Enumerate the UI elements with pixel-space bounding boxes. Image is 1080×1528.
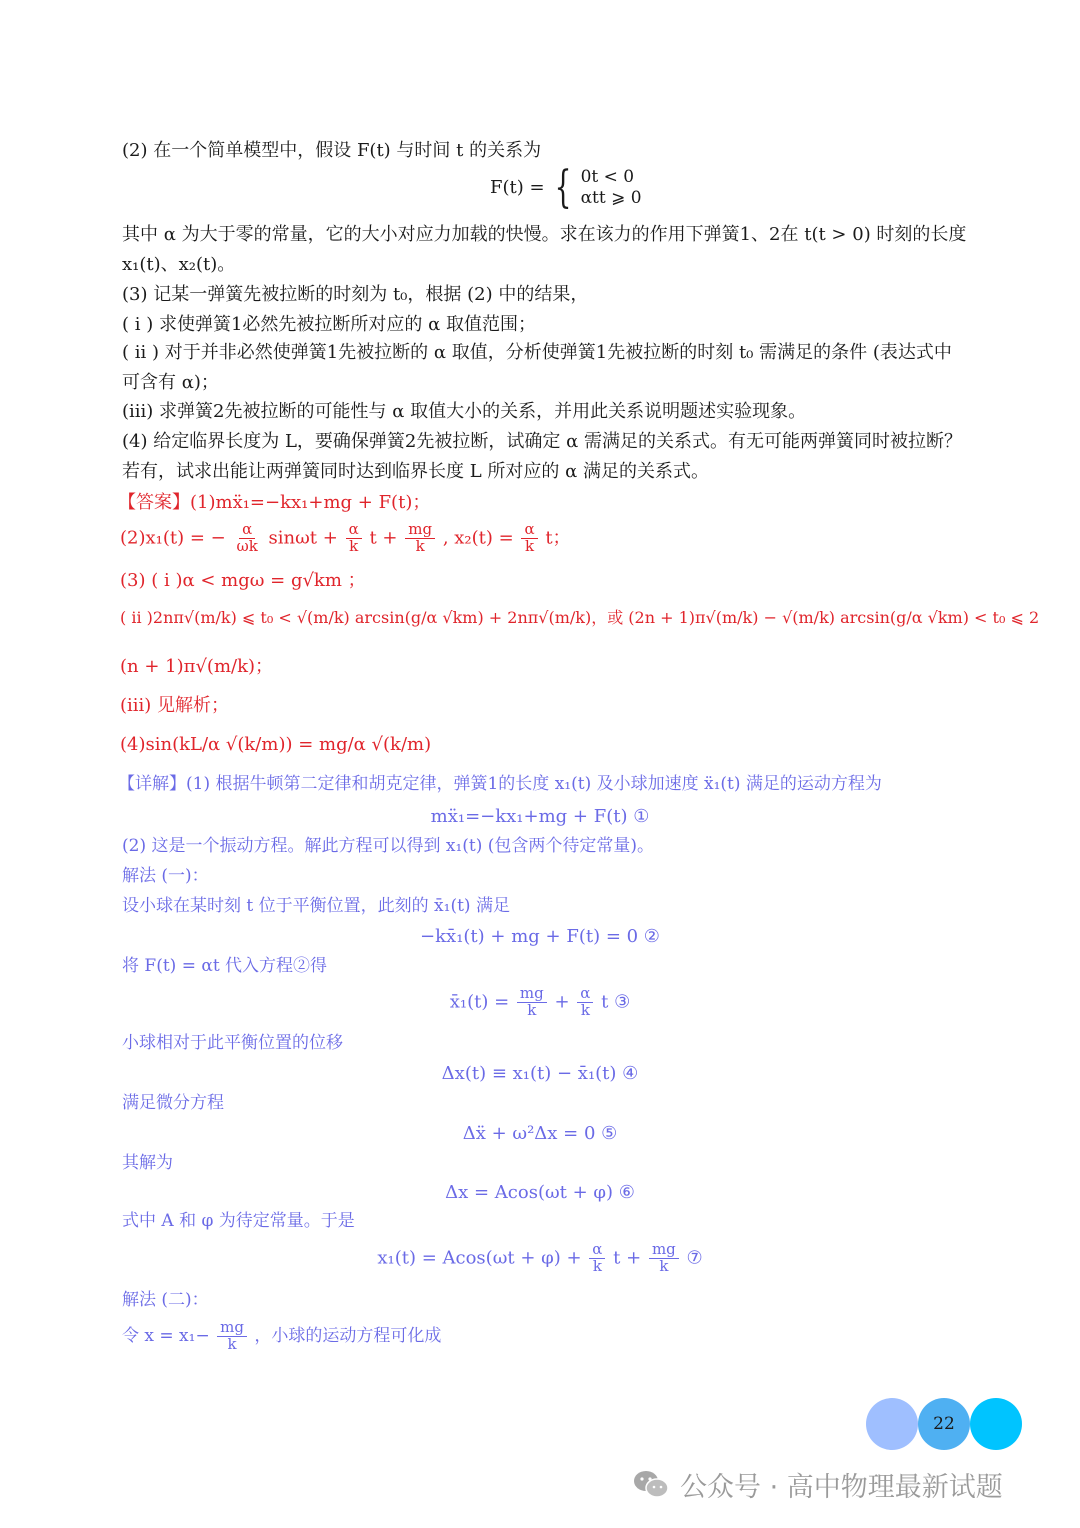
equation-6: Δx = Acos(ωt + φ) ⑥ (445, 1182, 635, 1203)
case-1: 0t < 0 (580, 166, 635, 187)
method-2-heading: 解法 (二)： (122, 1290, 209, 1310)
s9-pre: 令 x = x₁− (122, 1325, 210, 1346)
denominator: k (349, 536, 359, 555)
solution-s3: 设小球在某时刻 t 位于平衡位置，此刻的 x̄₁(t) 满足 (122, 896, 510, 916)
denominator: k (524, 536, 535, 555)
badge-circle-right (970, 1398, 1022, 1450)
answer-2-mid2: t + (369, 527, 398, 549)
wechat-icon (632, 1468, 670, 1500)
solution-s9 (122, 1320, 441, 1353)
solution-s1: (1) 根据牛顿第二定律和胡克定律，弹簧1的长度 x₁(t) 及小球加速度 ẍ₁(t) 满足的运动方程为 (186, 774, 882, 794)
fraction (233, 522, 260, 555)
solution-s4: 将 F(t) = αt 代入方程②得 (122, 956, 328, 976)
badge-circle-left (866, 1398, 918, 1450)
answer-4: (4)sin(kL/α √(k/m)) = mg/α √(k/m) (120, 734, 432, 755)
watermark-text: 公众号 · 高中物理最新试题 (680, 1471, 1003, 1503)
equation-2: −kx̄₁(t) + mg + F(t) = 0 ② (420, 926, 660, 947)
p2-intro: (2) 在一个简单模型中，假设 F(t) 与时间 t 的关系为 (122, 140, 542, 161)
denominator: ωk (236, 536, 258, 555)
fraction (577, 986, 593, 1019)
solution-s7: 其解为 (122, 1153, 173, 1173)
numerator: α (521, 522, 537, 539)
denominator: k (659, 1256, 669, 1275)
answer-3-iii: (iii) 见解析； (120, 695, 230, 716)
numerator: α (577, 986, 593, 1003)
numerator: α (589, 1242, 605, 1259)
numerator: mg (217, 1320, 247, 1337)
fraction (405, 522, 435, 555)
eq3-lhs: x̄₁(t) = (449, 991, 510, 1013)
eq7-mid: t + (613, 1247, 642, 1269)
denominator: k (592, 1256, 602, 1275)
equation-4: Δx(t) ≡ x₁(t) − x̄₁(t) ④ (441, 1063, 639, 1084)
p3-i: ( i ) 求使弹簧1必然先被拉断所对应的 α 取值范围； (122, 314, 537, 335)
solution-label: 【详解】 (118, 774, 186, 794)
fraction (589, 1242, 605, 1275)
watermark (632, 1462, 1052, 1506)
answer-2-mid3: , x₂(t) = (442, 527, 514, 549)
equation-7 (0, 1242, 1080, 1275)
answer-3-ii-2: (n + 1)π√(m/k)； (120, 656, 273, 677)
eq7-lhs: x₁(t) = Acos(ωt + φ) + (377, 1247, 582, 1269)
method-1-heading: 解法 (一)： (122, 866, 209, 886)
answer-2-pre: (2)x₁(t) = − (120, 527, 226, 549)
answer-3-ii-1: ( ii )2nπ√(m/k) ⩽ t₀ < √(m/k) arcsin(g/α √km) + 2nπ√(m/k)，或 (2n + 1)π√(m/k) − √(m/k) arcsin(g/α √km) < t₀ ⩽ 2 (120, 608, 1040, 627)
answer-2-end: t； (545, 527, 571, 549)
p4-2: 若有，试求出能让两弹簧同时达到临界长度 L 所对应的 α 满足的关系式。 (122, 461, 709, 482)
denominator: k (527, 1000, 537, 1019)
answer-1: (1)mẍ₁=−kx₁+mg + F(t)； (190, 492, 431, 513)
eq7-end: ⑦ (686, 1247, 703, 1269)
numerator: α (346, 522, 362, 539)
case-2: αtt ⩾ 0 (580, 188, 642, 208)
p3-intro: (3) 记某一弹簧先被拉断的时刻为 t₀，根据 (2) 中的结果， (122, 284, 589, 305)
p4-1: (4) 给定临界长度为 L，要确保弹簧2先被拉断，试确定 α 需满足的关系式。有无可能两弹簧同时被拉断？ (122, 431, 962, 452)
page-number: 22 (933, 1414, 955, 1434)
fraction (521, 522, 537, 555)
solution-s5: 小球相对于此平衡位置的位移 (122, 1033, 343, 1053)
fraction (517, 986, 547, 1019)
answer-line-1 (118, 492, 430, 514)
fraction (649, 1242, 679, 1275)
denominator: k (227, 1334, 237, 1353)
answer-label: 【答案】 (118, 492, 190, 513)
p3-iii: (iii) 求弹簧2先被拉断的可能性与 α 取值大小的关系，并用此关系说明题述实验现象。 (122, 401, 807, 422)
solution-line-1 (118, 774, 882, 794)
piecewise-formula (490, 162, 642, 213)
fraction (346, 522, 362, 555)
page-number-badge (866, 1398, 1026, 1450)
formula-lhs: F(t) = (490, 177, 545, 199)
numerator: α (239, 522, 255, 539)
s9-post: ，小球的运动方程可化成 (254, 1325, 442, 1346)
equation-3 (0, 986, 1080, 1019)
eq3-end: t ③ (601, 991, 631, 1013)
denominator: k (415, 536, 425, 555)
denominator: k (580, 1000, 590, 1019)
numerator: mg (649, 1242, 679, 1259)
answer-2-mid1: sinωt + (268, 527, 338, 549)
p3-ii-1: ( ii ) 对于并非必然使弹簧1先被拉断的 α 取值，分析使弹簧1先被拉断的时刻 t₀ 需满足的条件 (表达式中 (122, 342, 952, 363)
solution-s6: 满足微分方程 (122, 1093, 224, 1113)
answer-3-i: (3) ( i )α < mgω = g√km ； (120, 570, 366, 591)
plus-sign: + (554, 991, 570, 1013)
equation-5: Δẍ + ω²Δx = 0 ⑤ (462, 1123, 618, 1144)
p2-desc-2: x₁(t)、x₂(t)。 (122, 254, 236, 275)
solution-s2: (2) 这是一个振动方程。解此方程可以得到 x₁(t) (包含两个待定常量)。 (122, 836, 655, 856)
brace-symbol: { (554, 162, 571, 213)
numerator: mg (517, 986, 547, 1003)
equation-1: mẍ₁=−kx₁+mg + F(t) ① (430, 806, 650, 827)
answer-2 (120, 522, 571, 555)
solution-s8: 式中 A 和 φ 为待定常量。于是 (122, 1211, 355, 1231)
fraction (217, 1320, 247, 1353)
p3-ii-2: 可含有 α)； (122, 372, 219, 393)
numerator: mg (405, 522, 435, 539)
p2-desc-1: 其中 α 为大于零的常量，它的大小对应力加载的快慢。求在该力的作用下弹簧1、2在 t(t > 0) 时刻的长度 (122, 224, 967, 245)
